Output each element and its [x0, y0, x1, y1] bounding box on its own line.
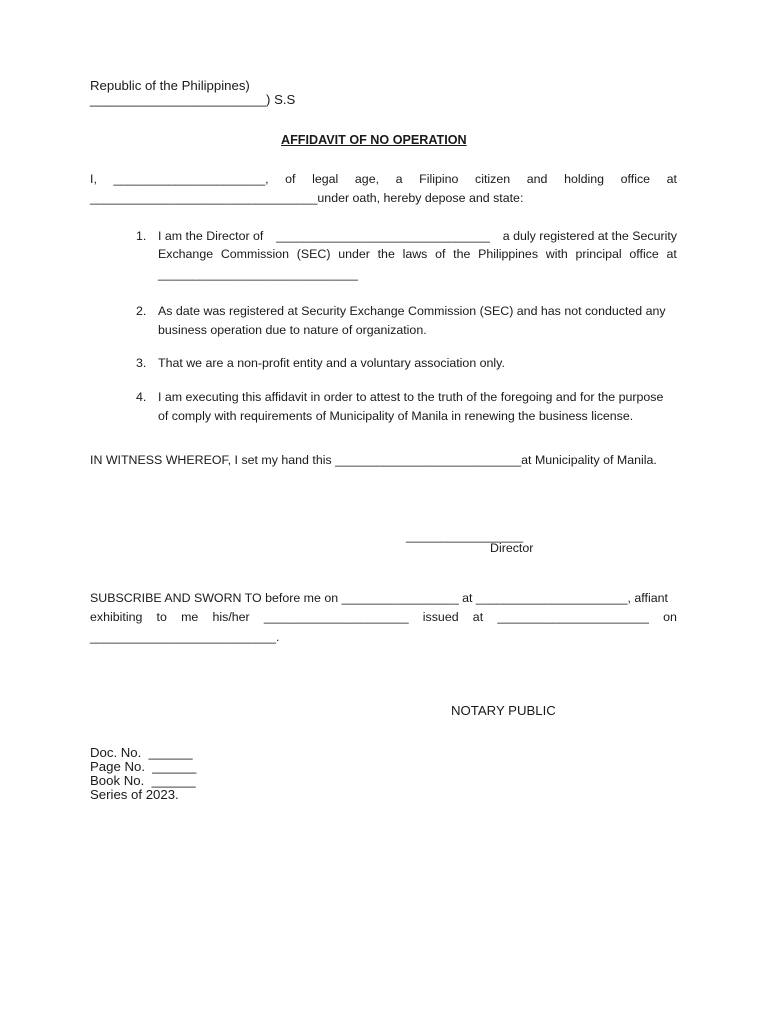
- notary-public-label: NOTARY PUBLIC: [451, 703, 556, 718]
- word: of: [285, 172, 296, 186]
- place-blank: ______________________: [497, 610, 649, 624]
- word: at: [666, 172, 677, 186]
- item-4-line-2: of comply with requirements of Municipality of Manila in renewing the business license.: [158, 409, 634, 423]
- header-republic: Republic of the Philippines): [90, 78, 250, 93]
- name-blank: ______________________,: [113, 172, 269, 186]
- jurat-text: SUBSCRIBE AND SWORN TO before me on _________________ at ______________________, affiant: [90, 591, 668, 605]
- word: age,: [354, 172, 380, 186]
- principal-office-blank: _____________________________: [158, 267, 358, 281]
- signature-label: Director: [490, 541, 534, 555]
- director-of-blank: _______________________________: [276, 229, 490, 243]
- signature-line: _________________: [406, 529, 524, 543]
- item-3-line-1: That we are a non-profit entity and a voluntary association only.: [158, 356, 505, 370]
- word: to: [156, 610, 167, 624]
- word: I am the Director of: [158, 229, 264, 243]
- item-text: As date was registered at Security Exchange Commission (SEC) and has not conducted any: [158, 304, 666, 318]
- word: a: [395, 172, 403, 186]
- series-year: Series of 2023.: [90, 787, 179, 802]
- jurat-line-2: [90, 610, 677, 625]
- book-number: Book No. ______: [90, 773, 196, 788]
- word: office: [629, 247, 659, 261]
- item-4-line-1: [158, 390, 677, 405]
- item-number: 2.: [136, 304, 147, 318]
- item-1-line-2: [158, 247, 677, 262]
- word: citizen: [475, 172, 511, 186]
- document-title: AFFIDAVIT OF NO OPERATION: [281, 133, 467, 147]
- word: office: [620, 172, 651, 186]
- word: laws: [402, 247, 428, 261]
- word: at: [666, 247, 677, 261]
- word: with: [545, 247, 568, 261]
- word: the: [453, 247, 471, 261]
- word: Philippines: [478, 247, 539, 261]
- jurat-line-1: [90, 591, 677, 606]
- word: principal: [575, 247, 622, 261]
- word: I,: [90, 172, 97, 186]
- intro-line-2: _________________________________under oath, hereby depose and state:: [90, 191, 524, 205]
- witness-clause: IN WITNESS WHEREOF, I set my hand this ___________________________at Municipality of Manila.: [90, 453, 657, 467]
- word: (SEC): [296, 247, 331, 261]
- word: issued: [422, 610, 459, 624]
- word: his/her: [212, 610, 250, 624]
- word: Exchange: [158, 247, 214, 261]
- page-number: Page No. ______: [90, 759, 197, 774]
- header-ss: ________________________) S.S: [90, 92, 296, 107]
- item-number: 1.: [136, 229, 147, 243]
- item-text: I am executing this affidavit in order to attest to the truth of the foregoing and for the purpose: [158, 390, 664, 404]
- item-number: 3.: [136, 356, 147, 370]
- jurat-line-3: ___________________________.: [90, 630, 280, 644]
- word: a duly registered at the Security: [502, 229, 677, 243]
- word: holding: [564, 172, 605, 186]
- word: Filipino: [419, 172, 459, 186]
- word: me: [181, 610, 199, 624]
- word: on: [663, 610, 677, 624]
- word: of: [435, 247, 446, 261]
- word: Commission: [220, 247, 290, 261]
- item-1-line-1: [158, 229, 677, 244]
- item-2-line-1: [158, 304, 677, 319]
- item-2-line-2: business operation due to nature of organization.: [158, 323, 427, 337]
- intro-line-1: [90, 172, 677, 187]
- doc-number: Doc. No. ______: [90, 745, 193, 760]
- word: under: [338, 247, 370, 261]
- word: exhibiting: [90, 610, 143, 624]
- id-blank: _____________________: [263, 610, 409, 624]
- word: legal: [312, 172, 339, 186]
- word: the: [377, 247, 395, 261]
- item-number: 4.: [136, 390, 147, 404]
- word: at: [472, 610, 484, 624]
- word: and: [526, 172, 548, 186]
